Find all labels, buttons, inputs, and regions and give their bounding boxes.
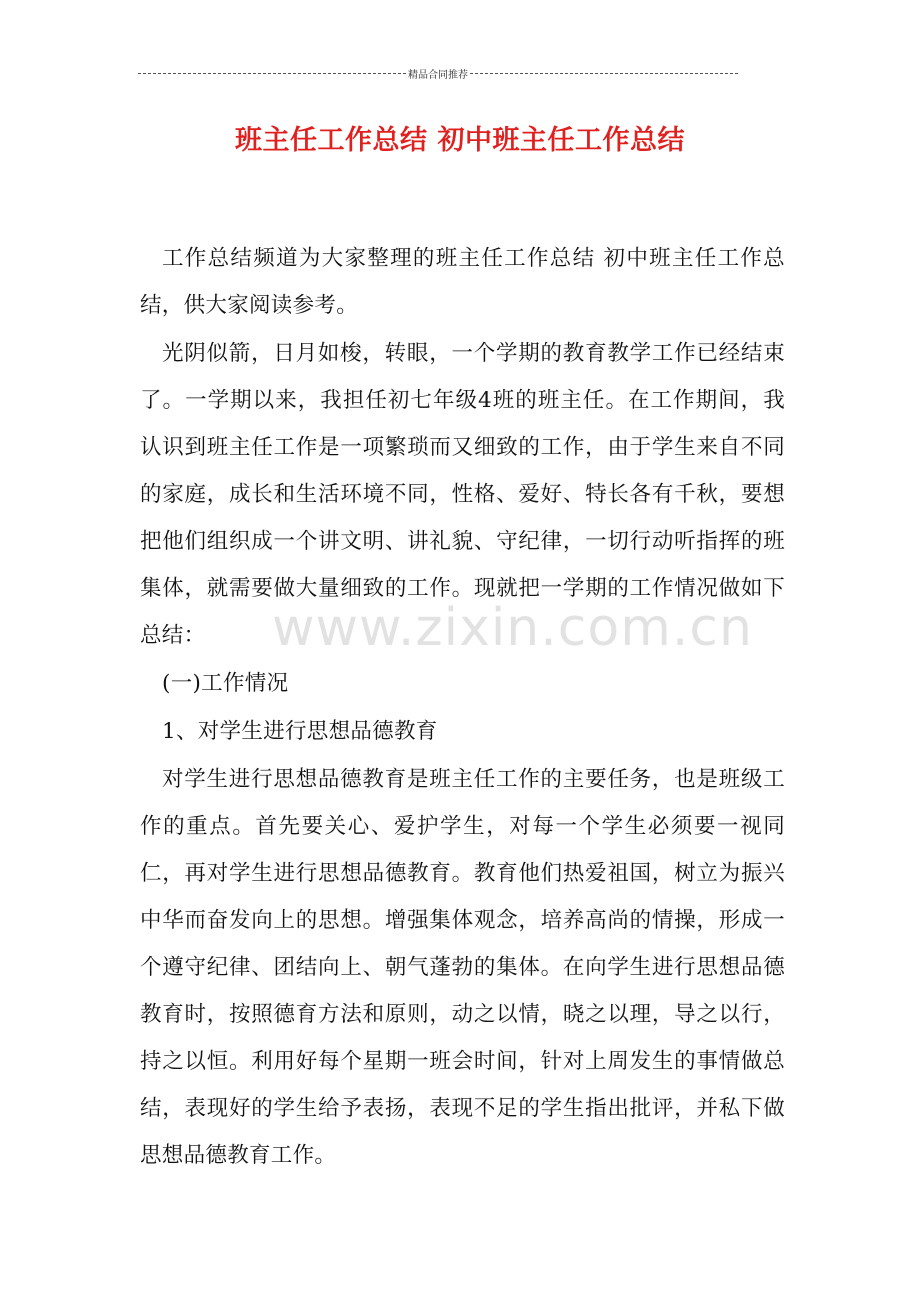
subsection-heading: 1、对学生进行思想品德教育: [162, 719, 438, 744]
document-body: [140, 235, 785, 1179]
document-title: 班主任工作总结 初中班主任工作总结: [235, 125, 685, 156]
paragraph-overview: 光阴似箭，日月如梭，转眼，一个学期的教育教学工作已经结束了。一学期以来，我担任初七年级4班的班主任。在工作期间，我认识到班主任工作是一项繁琐而又细致的工作，由于学生来自不同的家庭，成长和生活环境不同，性格、爱好、特长各有千秋，要想把他们组织成一个讲文明、讲礼貌、守纪律，一切行动听指挥的班集体，就需要做大量细致的工作。现就把一学期的工作情况做如下总结：: [140, 341, 785, 648]
header-dash-left: [138, 73, 406, 74]
page-header: [138, 66, 738, 81]
section-heading: (一)工作情况: [162, 671, 289, 696]
paragraph-moral-education: 对学生进行思想品德教育是班主任工作的主要任务，也是班级工作的重点。首先要关心、爱护学生，对每一个学生必须要一视同仁，再对学生进行思想品德教育。教育他们热爱祖国，树立为振兴中华而奋发向上的思想。增强集体观念，培养高尚的情操，形成一个遵守纪律、团结向上、朝气蓬勃的集体。在向学生进行思想品德教育时，按照德育方法和原则，动之以情，晓之以理，导之以行，持之以恒。利用好每个星期一班会时间，针对上周发生的事情做总结，表现好的学生给予表扬，表现不足的学生指出批评，并私下做思想品德教育工作。: [140, 767, 785, 1168]
header-dash-right: [470, 73, 738, 74]
header-label: 精品合同推荐: [408, 70, 468, 81]
watermark: www.zixin.com.cn: [272, 598, 753, 658]
paragraph-intro: 工作总结频道为大家整理的班主任工作总结 初中班主任工作总结，供大家阅读参考。: [140, 246, 785, 318]
